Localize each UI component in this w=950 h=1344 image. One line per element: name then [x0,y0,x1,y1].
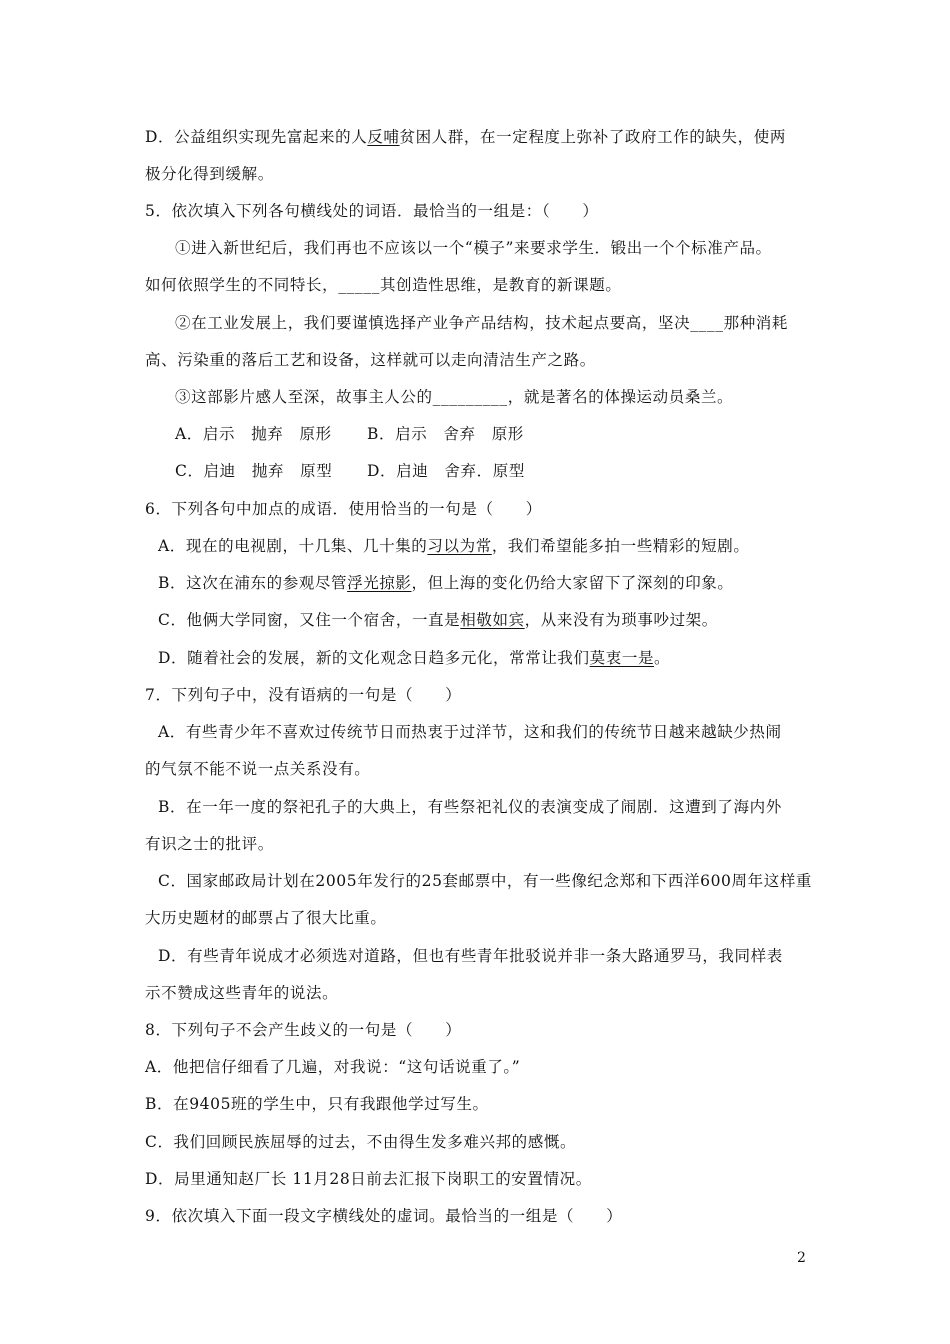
text: B．这次在浦东的参观尽管 [158,574,348,592]
q7-stem: 7．下列句子中，没有语病的一句是（ ） [145,686,462,704]
q5-option-a: A．启示 抛弃 原形 [175,425,332,443]
q7-option-c-line2: 大历史题材的邮票占了很大比重。 [145,909,387,927]
q6-option-d [158,648,810,668]
text: C．他俩大学同窗，又住一个宿舍，一直是 [158,611,461,629]
q5-option-d: D．启迪 舍弃．原型 [367,462,525,480]
underlined-word: 反哺 [367,128,400,146]
q8-option-c: C．我们回顾民族屈辱的过去，不由得生发多难兴邦的感慨。 [145,1133,577,1151]
q7-option-b-line2: 有识之士的批评。 [145,835,274,853]
q7-option-b-line1: B．在一年一度的祭祀孔子的大典上，有些祭祀礼仪的表演变成了闹剧．这遭到了海内外 [158,798,782,816]
q4-option-d-line2: 极分化得到缓解。 [145,165,274,183]
text: ，从来没有为琐事吵过架。 [524,611,718,629]
q5-sentence1-line1: ①进入新世纪后，我们再也不应该以一个“模子”来要求学生．锻出一个个标准产品。 [175,239,772,257]
underlined-idiom: 莫衷一是 [589,649,655,667]
text: D．公益组织实现先富起来的人 [145,128,368,146]
q5-option-c: C．启迪 抛弃 原型 [175,462,333,480]
q5-stem: 5．依次填入下列各句横线处的词语．最恰当的一组是：（ ） [145,202,599,220]
q8-option-d: D．局里通知赵厂长 11月28日前去汇报下岗职工的安置情况。 [145,1170,592,1188]
q5-sentence3: ③这部影片感人至深，故事主人公的_________，就是著名的体操运动员桑兰。 [175,388,734,406]
text: ，但上海的变化仍给大家留下了深刻的印象。 [411,574,734,592]
q8-option-a: A．他把信仔细看了几遍，对我说：“这句话说重了。” [145,1058,521,1076]
q5-option-b: B．启示 舍弃 原形 [367,425,524,443]
text: A．现在的电视剧，十几集、几十集的 [158,537,428,555]
underlined-idiom: 浮光掠影 [347,574,412,592]
q6-option-b [158,573,810,593]
q9-stem: 9．依次填入下面一段文字横线处的虚词。最恰当的一组是（ ） [145,1207,623,1225]
q5-options-cd [175,461,810,481]
q6-stem: 6．下列各句中加点的成语．使用恰当的一句是（ ） [145,500,542,518]
text: 贫困人群，在一定程度上弥补了政府工作的缺失，使两 [399,128,786,146]
underlined-idiom: 相敬如宾 [460,611,525,629]
q8-option-b: B．在9405班的学生中，只有我跟他学过写生。 [145,1095,489,1113]
q7-option-a-line2: 的气氛不能不说一点关系没有。 [145,760,371,778]
page-number: 2 [797,1250,806,1266]
underlined-idiom: 习以为常 [427,537,492,555]
q5-sentence2-line1: ②在工业发展上，我们要谨慎选择产业争产品结构，技术起点要高，坚决____那种消耗 [175,314,789,332]
q7-option-a-line1: A．有些青少年不喜欢过传统节日而热衷于过洋节，这和我们的传统节日越来越缺少热闹 [158,723,782,741]
q7-option-c-line1: C．国家邮政局计划在2005年发行的25套邮票中，有一些像纪念郑和下西洋600周年这样重 [158,872,813,890]
q5-options-ab [175,424,810,444]
q6-option-c [158,610,810,630]
q7-option-d-line2: 示不赞成这些青年的说法。 [145,984,339,1002]
q4-option-d-line1 [145,127,810,147]
q8-stem: 8．下列句子不会产生歧义的一句是（ ） [145,1021,462,1039]
text: ，我们希望能多拍一些精彩的短剧。 [491,537,750,555]
q5-sentence2-line2: 高、污染重的落后工艺和设备，这样就可以走向清洁生产之路。 [145,351,596,369]
q7-option-d-line1: D．有些青年说成才必须选对道路，但也有些青年批驳说并非一条大路通罗马，我同样表 [158,947,783,965]
text: D．随着社会的发展，新的文化观念日趋多元化，常常让我们 [158,649,590,667]
q5-sentence1-line2: 如何依照学生的不同特长，_____其创造性思维，是教育的新课题。 [145,276,622,294]
text: 。 [654,649,671,667]
q6-option-a [158,536,810,556]
